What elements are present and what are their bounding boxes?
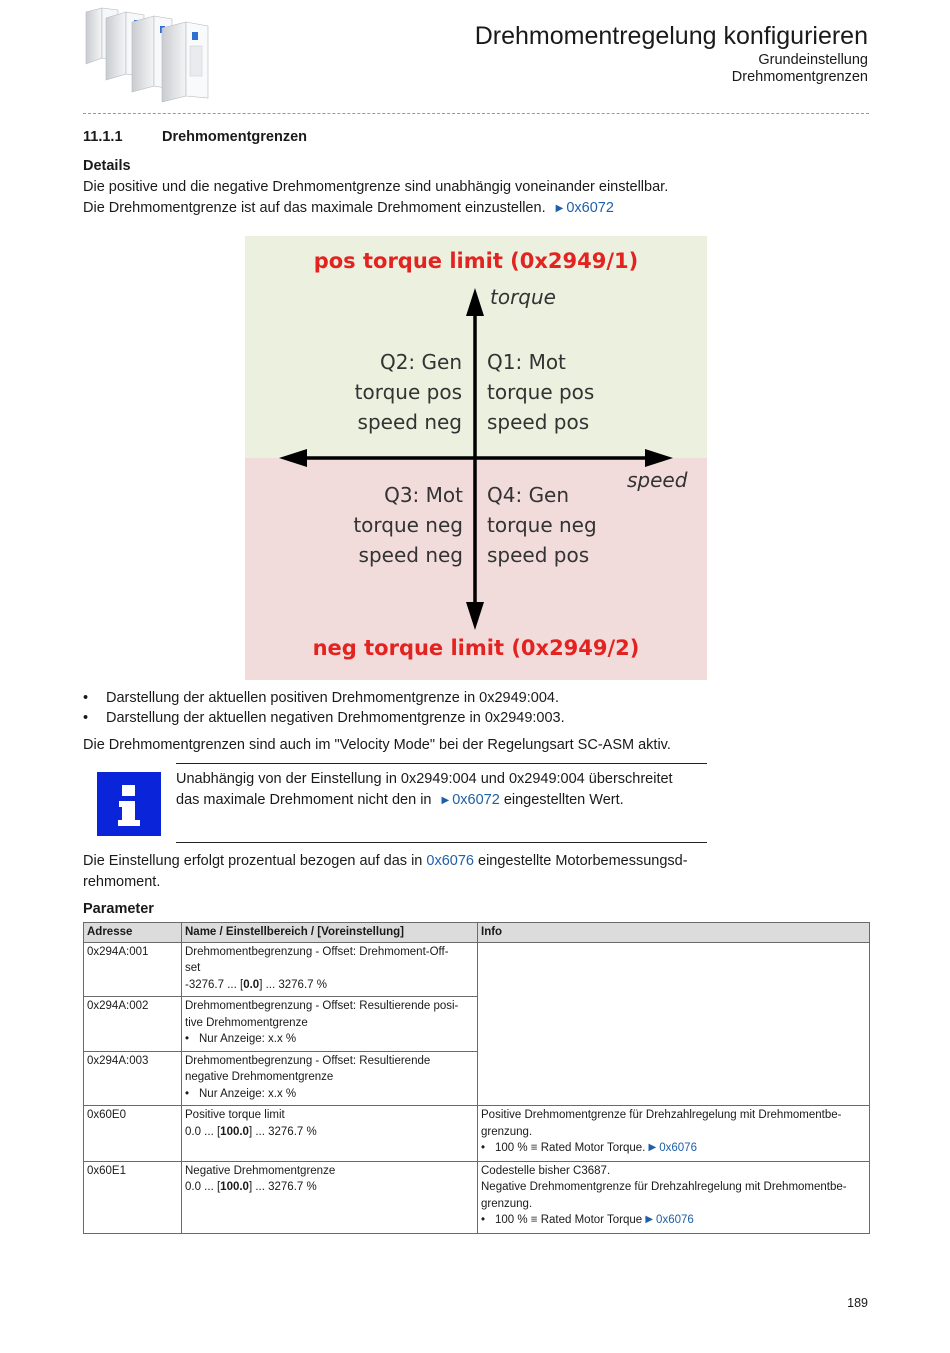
range-default: 100.0 <box>220 1181 249 1193</box>
col-header-name: Name / Einstellbereich / [Voreinstellung] <box>182 923 478 943</box>
range-line <box>185 977 474 994</box>
info-line: grenzung. <box>481 1125 533 1138</box>
info-line: Codestelle bisher C3687. <box>481 1164 611 1177</box>
neg-torque-limit-title: neg torque limit (0x2949/2) <box>312 636 640 660</box>
table-header-row <box>84 923 870 943</box>
q3-line-2: torque neg <box>353 513 463 537</box>
page-number: 189 <box>847 1296 868 1310</box>
name-line: set <box>185 962 201 974</box>
torque-quadrant-diagram <box>245 236 707 680</box>
table-row <box>84 942 870 997</box>
bullet-text: Darstellung der aktuellen positiven Drehmomentgrenze in 0x2949:004. <box>106 690 559 706</box>
info-icon <box>97 772 161 836</box>
pos-torque-limit-title: pos torque limit (0x2949/1) <box>313 249 639 273</box>
name-bullet: • Nur Anzeige: x.x % <box>185 1031 474 1048</box>
header-separator <box>83 113 869 114</box>
cell-address: 0x60E1 <box>84 1161 182 1233</box>
header-subtitle-2: Drehmomentgrenzen <box>731 69 868 85</box>
link-arrow-icon: ▶ <box>645 1214 654 1225</box>
q2-line-1: Q2: Gen <box>379 350 462 374</box>
col-header-address: Adresse <box>84 923 182 943</box>
q1-line-2: torque pos <box>487 380 595 404</box>
velocity-mode-note: Die Drehmomentgrenzen sind auch im "Velocity Mode" bei der Regelungsart SC-ASM aktiv. <box>83 737 671 753</box>
col-header-info: Info <box>478 923 870 943</box>
name-line: Drehmomentbegrenzung - Offset: Drehmoment-Off- <box>185 945 449 958</box>
cell-info <box>478 1106 870 1162</box>
section-number: 11.1.1 <box>83 129 123 145</box>
bullet-text: Darstellung der aktuellen negativen Drehmomentgrenze in 0x2949:003. <box>106 710 565 726</box>
details-heading: Details <box>83 158 131 174</box>
table-row <box>84 1106 870 1162</box>
q2-line-2: torque pos <box>354 380 462 404</box>
q3-line-3: speed neg <box>358 543 463 567</box>
range-post: ] ... 3276.7 % <box>248 1125 317 1138</box>
range-pre: 0.0 ... [ <box>185 1181 221 1193</box>
range-pre: -3276.7 ... [ <box>185 978 244 991</box>
name-bullet: • Nur Anzeige: x.x % <box>185 1086 474 1103</box>
info-line-2 <box>176 792 624 808</box>
name-line: tive Drehmomentgrenze <box>185 1016 308 1029</box>
name-line: Drehmomentbegrenzung - Offset: Resultierende posi- <box>185 1000 459 1012</box>
range-line <box>185 1124 474 1141</box>
parameter-heading: Parameter <box>83 901 154 917</box>
info-line-2-post: eingestellten Wert. <box>503 792 624 808</box>
bullet-item <box>83 690 559 706</box>
range-default: 100.0 <box>220 1125 249 1138</box>
info-bullet: • 100 % ≡ Rated Motor Torque <box>481 1214 642 1226</box>
cell-name <box>182 942 478 997</box>
info-line: grenzung. <box>481 1197 533 1210</box>
torque-axis-label: torque <box>490 285 556 309</box>
cell-name <box>182 1106 478 1162</box>
info-bullet-line <box>481 1212 866 1230</box>
name-line: negative Drehmomentgrenze <box>185 1071 334 1083</box>
details-line-2 <box>83 200 614 216</box>
q4-line-1: Q4: Gen <box>487 483 570 507</box>
bullet-item <box>83 710 565 726</box>
quadrant-q3 <box>353 480 463 570</box>
quadrant-q1 <box>487 347 594 437</box>
info-top-rule <box>176 763 707 764</box>
header-subtitle-1: Grundeinstellung <box>758 52 868 68</box>
info-line-2-pre: das maximale Drehmoment nicht den in <box>176 792 432 808</box>
info-line-1: Unabhängig von der Einstellung in 0x2949:004 und 0x2949:004 überschreitet <box>176 771 673 787</box>
cell-info <box>478 1161 870 1233</box>
link-0x6076[interactable]: 0x6076 <box>426 853 474 869</box>
speed-axis-label: speed <box>627 468 688 492</box>
range-post: ] ... 3276.7 % <box>259 978 327 991</box>
cell-name <box>182 997 478 1052</box>
cell-address: 0x294A:001 <box>84 942 182 997</box>
bullet-dot: • <box>83 690 89 706</box>
cell-address: 0x294A:002 <box>84 997 182 1052</box>
q3-line-1: Q3: Mot <box>384 483 463 507</box>
bullet-dot: • <box>83 710 89 726</box>
table-row <box>84 1161 870 1233</box>
link-arrow-icon: ▶ <box>441 795 450 806</box>
q2-line-3: speed neg <box>357 410 462 434</box>
cell-name <box>182 1051 478 1106</box>
header-title: Drehmomentregelung konfigurieren <box>474 22 868 50</box>
range-post: ] ... 3276.7 % <box>248 1181 317 1193</box>
setting-note-line-2: rehmoment. <box>83 874 161 890</box>
link-0x6072[interactable]: 0x6072 <box>566 200 614 216</box>
details-line-1: Die positive und die negative Drehmomentgrenze sind unabhängig voneinander einstellbar. <box>83 179 669 195</box>
link-0x6076[interactable]: 0x6076 <box>656 1214 694 1226</box>
info-bullet-line <box>481 1140 866 1158</box>
link-0x6076[interactable]: 0x6076 <box>659 1142 697 1154</box>
details-line-2-text: Die Drehmomentgrenze ist auf das maximale Drehmoment einzustellen. <box>83 200 546 216</box>
name-line: Positive torque limit <box>185 1109 285 1121</box>
section-title: Drehmomentgrenzen <box>162 129 308 145</box>
name-line: Drehmomentbegrenzung - Offset: Resultierende <box>185 1054 431 1067</box>
q1-line-1: Q1: Mot <box>487 350 566 374</box>
range-line <box>185 1179 474 1196</box>
setting-note-line-1 <box>83 853 688 869</box>
quadrant-q2 <box>355 347 462 437</box>
info-line: Negative Drehmomentgrenze für Drehzahlregelung mit Drehmomentbe- <box>481 1181 847 1193</box>
cell-name <box>182 1161 478 1233</box>
q4-line-2: torque neg <box>487 513 597 537</box>
info-line: Positive Drehmomentgrenze für Drehzahlregelung mit Drehmomentbe- <box>481 1109 842 1121</box>
cell-address: 0x60E0 <box>84 1106 182 1162</box>
parameter-table <box>83 922 870 1234</box>
link-arrow-icon: ▶ <box>648 1142 657 1153</box>
product-logo-image <box>84 6 212 102</box>
cell-address: 0x294A:003 <box>84 1051 182 1106</box>
range-default: 0.0 <box>243 978 260 991</box>
setting-note-post: eingestellte Motorbemessungsd- <box>478 853 688 869</box>
name-line: Negative Drehmomentgrenze <box>185 1164 336 1177</box>
cell-info-empty <box>478 942 870 1106</box>
q4-line-3: speed pos <box>487 543 590 567</box>
quadrant-q4 <box>487 480 597 570</box>
info-bullet: • 100 % ≡ Rated Motor Torque. <box>481 1142 645 1154</box>
link-0x6072[interactable]: 0x6072 <box>452 792 500 808</box>
link-arrow-icon: ▶ <box>555 203 564 214</box>
setting-note-pre: Die Einstellung erfolgt prozentual bezogen auf das in <box>83 853 423 869</box>
info-bottom-rule <box>176 842 707 843</box>
q1-line-3: speed pos <box>487 410 590 434</box>
range-pre: 0.0 ... [ <box>185 1125 221 1138</box>
